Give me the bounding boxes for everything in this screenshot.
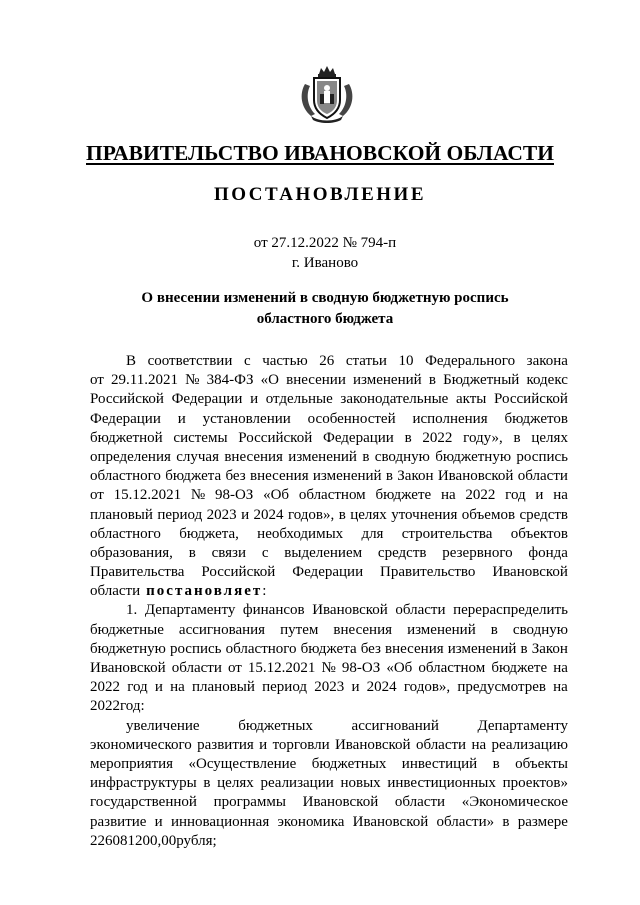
text-line: развитие и инновационная экономика Ивановской области» в размере — [90, 813, 568, 830]
text-line: Ивановской области от 15.12.2021 № 98-ОЗ «Об областном бюджете на — [90, 660, 568, 676]
subject-line: О внесении изменений в сводную бюджетную роспись — [141, 290, 509, 306]
text-line: определения случая внесения изменений в сводную бюджетную роспись — [90, 448, 568, 465]
text-line: областного бюджета, необходимых для строительства объектов — [90, 525, 568, 542]
text-line: образования, в связи с выделением средств резервного фонда — [90, 544, 568, 561]
text-line: от 29.11.2021 № 384-ФЗ «О внесении изменений в Бюджетный кодекс — [90, 372, 568, 389]
text-line: Федерации и установлении особенностей исполнения бюджетов — [90, 410, 568, 427]
text-line: бюджетные ассигнования путем внесения изменений в сводную — [90, 621, 568, 638]
document-body — [90, 352, 568, 851]
text-line: Правительства Российской Федерации Правительство Ивановской — [90, 564, 568, 581]
subject-line: областного бюджета — [256, 311, 394, 327]
government-title: ПРАВИТЕЛЬСТВО ИВАНОВСКОЙ ОБЛАСТИ — [86, 141, 554, 165]
text-line: В соответствии с частью 26 статьи 10 Федерального закона — [126, 353, 568, 369]
text-line: инфраструктуры в целях реализации новых инвестиционных проектов» — [90, 775, 568, 792]
text-line: 226081200,00 рубля; — [90, 832, 217, 849]
text-line: 1. Департаменту финансов Ивановской области перераспределить — [126, 602, 568, 619]
date-number: от 27.12.2022 № 794-п — [253, 235, 397, 251]
text-line: 2022 год и на плановый период 2023 и 2024 годов», предусмотрев на — [90, 679, 568, 696]
resolution-word: постановляет — [146, 583, 263, 600]
text-line: 2022 год: — [90, 698, 145, 715]
document-type: ПОСТАНОВЛЕНИЕ — [213, 184, 427, 205]
text-line: плановый период 2023 и 2024 годов», в целях уточнения объемов средств — [90, 506, 568, 523]
coat-of-arms-icon — [297, 64, 357, 124]
text-line: бюджетной системы Российской Федерации в 2022 году», в целях — [90, 429, 568, 446]
text-line: государственной программы Ивановской области «Экономическое — [90, 794, 568, 811]
text-line: бюджетную роспись областного бюджета без внесения изменений в Закон — [90, 640, 568, 657]
text-line: областного бюджета без внесения изменений в Закон Ивановской области — [90, 468, 568, 485]
city: г. Иваново — [291, 255, 359, 271]
text-line: от 15.12.2021 № 98-ОЗ «Об областном бюджете на 2022 год и на — [90, 487, 568, 504]
text-line: мероприятия «Осуществление бюджетных инвестиций в объекты — [90, 755, 568, 772]
resolution-line: области постановляет : — [90, 582, 568, 601]
text-line: увеличение бюджетных ассигнований Департаменту — [126, 717, 568, 734]
document-subject — [0, 288, 640, 330]
text-line: экономического развития и торговли Ивановской области на реализацию — [90, 736, 568, 753]
text-line: Российской Федерации и отдельные законодательные акты Российской — [90, 391, 568, 408]
